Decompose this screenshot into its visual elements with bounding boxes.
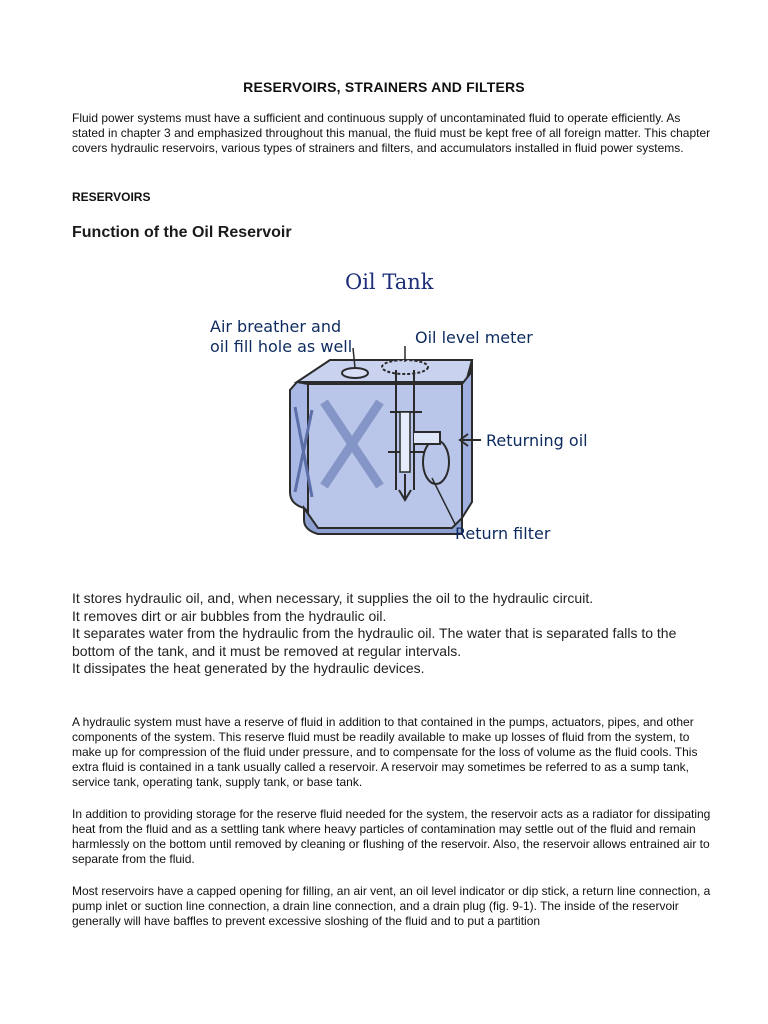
- intro-paragraph: Fluid power systems must have a sufficient and continuous supply of uncontaminated fluid to operate efficiently. As stated in chapter 3 and emphasized throughout this manual, the fluid must be kept free of all foreign matter. This chapter covers hydraulic reservoirs, various types of strainers and filters, and accumulators installed in fluid power systems.: [72, 111, 711, 155]
- return-filter-body: [400, 412, 410, 472]
- body-paragraph: In addition to providing storage for the reserve fluid needed for the system, the reservoir acts as a radiator for dissipating heat from the fluid and as a settling tank where heavy particles of contamination may settle out of the fluid and remain harmlessly on the bottom until removed by cleaning or flushing of the reservoir. Also, the reservoir allows entrained air to separate from the fluid.: [72, 807, 711, 866]
- body-paragraph: A hydraulic system must have a reserve of fluid in addition to that contained in the pumps, actuators, pipes, and other components of the system. This reserve fluid must be readily available to make up losses of fluid from the system, to make up for compression of the fluid under pressure, and to compensate for the loss of volume as the fluid cools. This extra fluid is contained in a tank usually called a reservoir. A reservoir may sometimes be referred to as a sump tank, service tank, operating tank, supply tank, or base tank.: [72, 715, 698, 789]
- figure-title: Oil Tank: [345, 270, 434, 294]
- oil-tank-figure: [200, 262, 600, 552]
- label-air-breather-2: oil fill hole as well: [210, 337, 353, 356]
- meter-opening: [382, 360, 428, 374]
- functions-list: [72, 590, 712, 678]
- subheading-function: Function of the Oil Reservoir: [72, 224, 292, 241]
- body-paragraph: Most reservoirs have a capped opening for filling, an air vent, an oil level indicator or dip stick, a return line connection, a pump inlet or suction line connection, a drain line connection, and a drain plug (fig. 9-1). The inside of the reservoir generally will have baffles to prevent excessive sloshing of the fluid and to put a partition: [72, 884, 711, 928]
- label-returning-oil: Returning oil: [486, 431, 588, 450]
- page-title: RESERVOIRS, STRAINERS AND FILTERS: [243, 79, 525, 95]
- label-air-breather-1: Air breather and: [210, 317, 342, 336]
- return-port: [414, 432, 440, 444]
- function-item: It removes dirt or air bubbles from the hydraulic oil.: [72, 607, 387, 624]
- function-item: It separates water from the hydraulic from the hydraulic oil. The water that is separated falls to the bottom of the tank, and it must be removed at regular intervals.: [72, 625, 677, 659]
- function-item: It dissipates the heat generated by the hydraulic devices.: [72, 660, 425, 676]
- section-heading-reservoirs: RESERVOIRS: [72, 190, 151, 204]
- function-item: It stores hydraulic oil, and, when necessary, it supplies the oil to the hydraulic circuit.: [72, 590, 594, 606]
- breather-cap: [342, 368, 368, 378]
- label-oil-level-meter: Oil level meter: [415, 328, 533, 347]
- label-return-filter: Return filter: [455, 524, 551, 543]
